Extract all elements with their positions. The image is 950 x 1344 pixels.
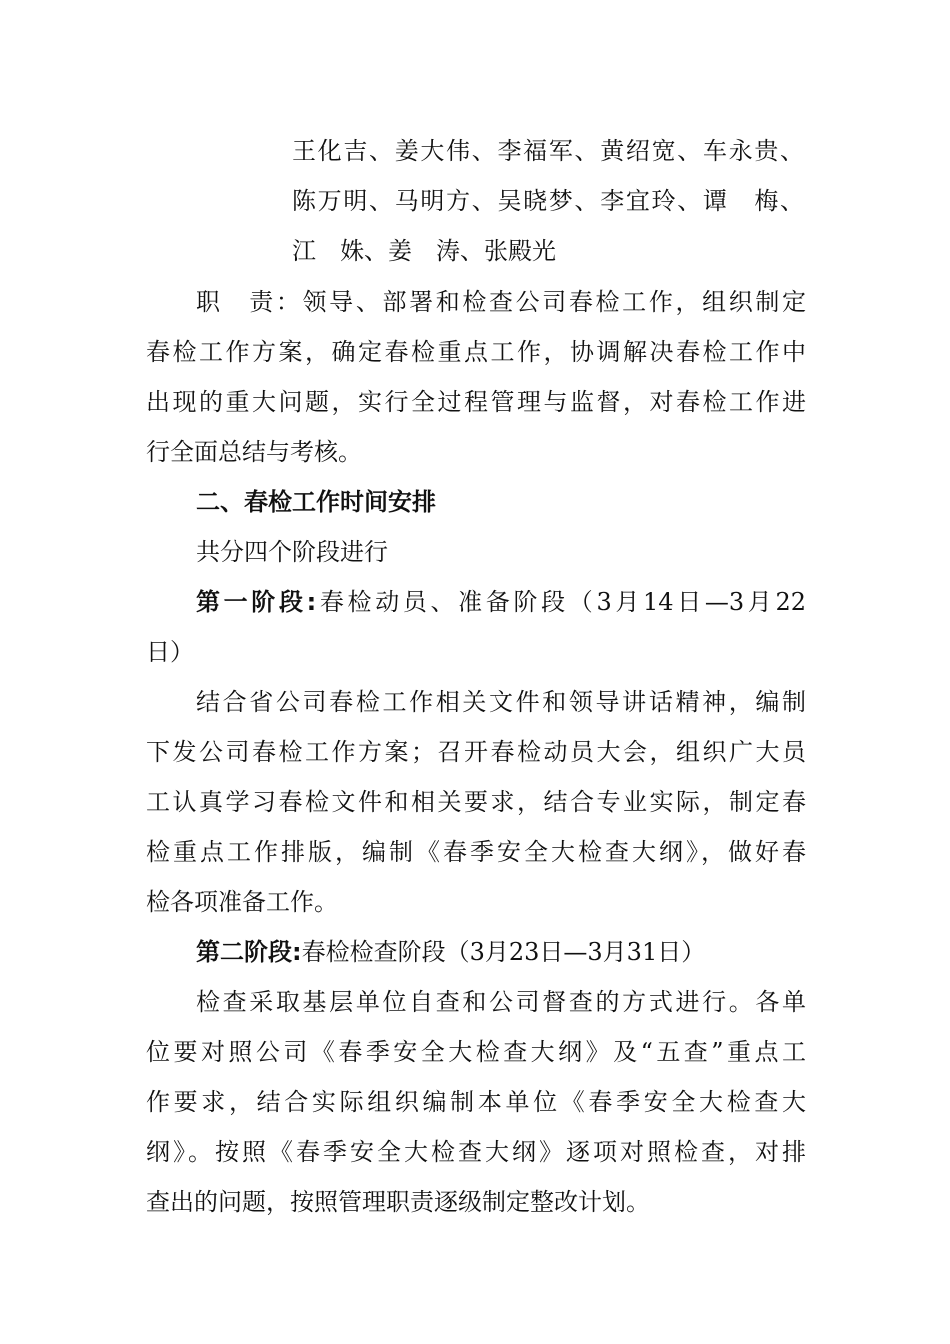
duties-line-3: 出现的重大问题，实行全过程管理与监督，对春检工作进 <box>146 388 806 416</box>
stage2-body-line-1: 检查采取基层单位自查和公司督查的方式进行。各单 <box>196 988 806 1016</box>
stage1-title: 春检动员、准备阶段（3月14日—3月22 <box>316 588 806 616</box>
stage1-body-line-4: 检重点工作排版，编制《春季安全大检查大纲》，做好春 <box>146 838 806 866</box>
section-intro: 共分四个阶段进行 <box>196 538 388 566</box>
stage1-body-line-3: 工认真学习春检文件和相关要求，结合专业实际，制定春 <box>146 788 806 816</box>
stage1-label: 第一阶段: <box>196 588 317 616</box>
stage1-title-line-2: 日） <box>146 638 194 666</box>
stage1-body-line-5: 检各项准备工作。 <box>146 888 338 916</box>
section-heading: 二、春检工作时间安排 <box>196 488 436 516</box>
stage2-title-line <box>196 936 705 968</box>
stage2-label: 第二阶段: <box>196 938 302 966</box>
members-line-1: 王化吉、姜大伟、李福军、黄绍宽、车永贵、 <box>292 137 804 165</box>
stage2-body-line-2: 位要对照公司《春季安全大检查大纲》及“五查”重点工 <box>146 1038 806 1066</box>
duties-line-2: 春检工作方案，确定春检重点工作，协调解决春检工作中 <box>146 338 806 366</box>
stage2-title: 春检检查阶段（3月23日—3月31日） <box>301 938 706 966</box>
stage2-body-line-4: 纲》。按照《春季安全大检查大纲》逐项对照检查，对排 <box>146 1138 806 1166</box>
stage1-title-line <box>196 586 806 618</box>
duties-line-1: 职 责：领导、部署和检查公司春检工作，组织制定 <box>196 288 806 316</box>
stage2-body-line-3: 作要求，结合实际组织编制本单位《春季安全大检查大 <box>146 1088 806 1116</box>
stage2-body-line-5: 查出的问题，按照管理职责逐级制定整改计划。 <box>146 1188 650 1216</box>
stage1-body-line-2: 下发公司春检工作方案；召开春检动员大会，组织广大员 <box>146 738 806 766</box>
members-line-2: 陈万明、马明方、吴晓梦、李宜玲、谭 梅、 <box>292 187 804 215</box>
members-line-3: 江 姝、姜 涛、张殿光 <box>292 237 556 265</box>
stage1-body-line-1: 结合省公司春检工作相关文件和领导讲话精神，编制 <box>196 688 806 716</box>
duties-line-4: 行全面总结与考核。 <box>146 438 362 466</box>
